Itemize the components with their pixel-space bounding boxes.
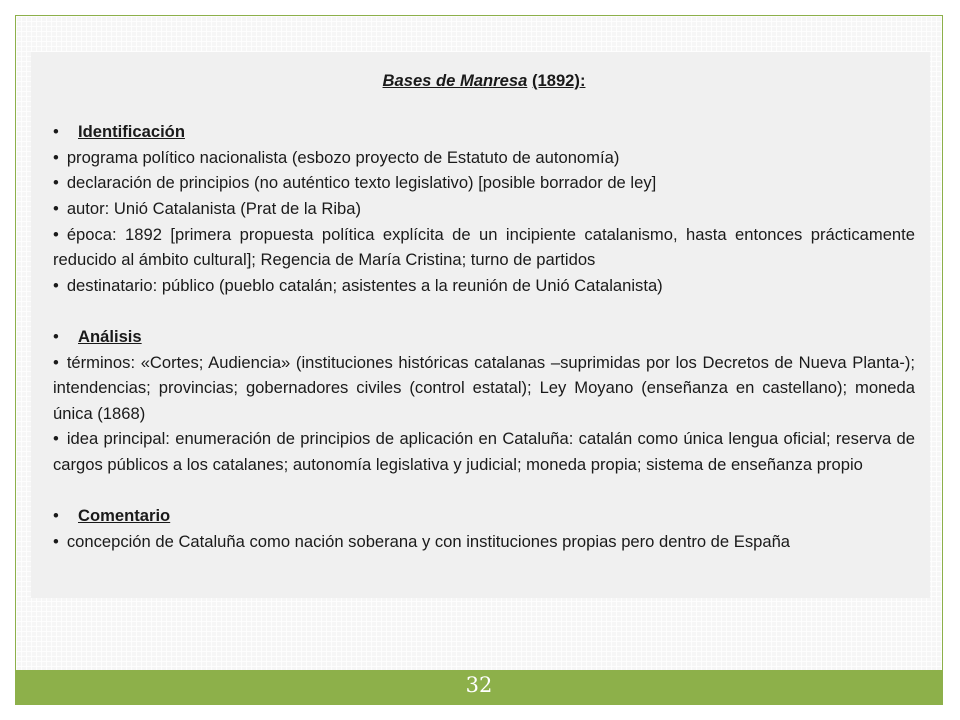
spacer [53, 478, 915, 504]
title-italic: Bases de Manresa [382, 71, 528, 90]
bullet: • [53, 198, 59, 218]
slide [15, 15, 943, 705]
section-heading-comentario [53, 503, 915, 529]
list-item-text: concepción de Cataluña como nación soberana y con instituciones propias pero dentro de España [66, 531, 791, 551]
bullet: • [53, 506, 59, 526]
bullet: • [53, 326, 59, 346]
bullet: • [53, 352, 59, 372]
page-number: 32 [465, 673, 493, 697]
list-item [53, 196, 915, 222]
list-item [53, 145, 915, 171]
footer-bar [16, 670, 942, 704]
bullet: • [53, 122, 59, 142]
section-heading-label: Análisis [78, 326, 142, 346]
list-item-text: destinatario: público (pueblo catalán; asistentes a la reunión de Unió Catalanista) [66, 275, 663, 295]
list-item [53, 170, 915, 196]
section-heading-label: Identificación [78, 122, 185, 142]
section-heading-analisis [53, 324, 915, 350]
list-item-text: autor: Unió Catalanista (Prat de la Riba) [66, 198, 362, 218]
bullet: • [53, 429, 59, 449]
document-title [53, 68, 915, 94]
section-heading-identificacion [53, 119, 915, 145]
list-item [53, 222, 915, 273]
spacer [53, 298, 915, 324]
list-item [53, 529, 915, 555]
list-item-text: programa político nacionalista (esbozo proyecto de Estatuto de autonomía) [66, 147, 620, 167]
content-box [31, 52, 930, 598]
list-item-text: términos: «Cortes; Audiencia» (instituciones históricas catalanas –suprimidas por los Decretos de Nueva Planta-); intendencias; provincias; gobernadores civiles (control estatal); Ley Moyano (enseñanza en castellano); moneda única (1868) [53, 352, 915, 423]
bullet: • [53, 531, 59, 551]
bullet: • [53, 275, 59, 295]
bullet: • [53, 224, 59, 244]
title-colon: : [579, 71, 586, 90]
list-item-text: idea principal: enumeración de principios de aplicación en Cataluña: catalán como única lengua oficial; reserva de cargos públicos a los catalanes; autonomía legislativa y judicial; moneda propia; sistema de enseñanza propio [53, 429, 915, 474]
list-item-text: época: 1892 [primera propuesta política explícita de un incipiente catalanismo, hasta entonces prácticamente reducido al ámbito cultural]; Regencia de María Cristina; turno de partidos [53, 224, 915, 270]
list-item [53, 273, 915, 299]
list-item [53, 426, 915, 477]
section-heading-label: Comentario [78, 506, 171, 526]
bullet: • [53, 147, 59, 167]
text-area [53, 68, 915, 554]
list-item-text: declaración de principios (no auténtico texto legislativo) [posible borrador de ley] [66, 173, 657, 193]
bullet: • [53, 173, 59, 193]
title-year: (1892) [531, 71, 580, 90]
list-item [53, 350, 915, 427]
